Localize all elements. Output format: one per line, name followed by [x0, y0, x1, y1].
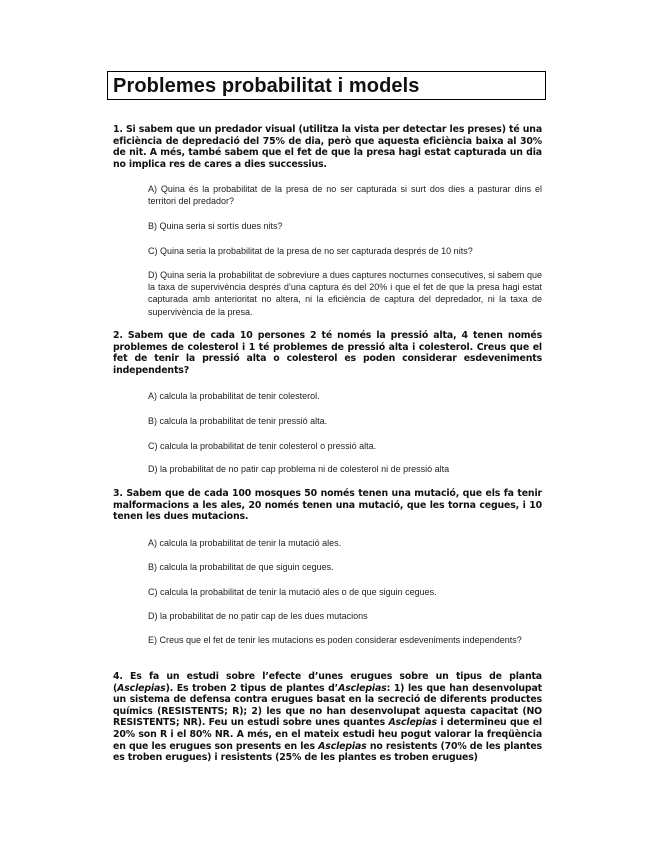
- question-2-text: 2. Sabem que de cada 10 persones 2 té només la pressió alta, 4 tenen només problemes de colesterol i 1 té problemes de pressió alta i colesterol. Creus que el fet de tenir la pressió alta o colesterol es poden considerar esdeveniments independents?: [113, 330, 542, 376]
- species-name: Asclepias: [388, 717, 437, 729]
- species-name: Asclepias: [318, 740, 367, 752]
- question-4-text-part: i determineu que el 20% son R i el 80% NR. A més, en el mateix estudi heu pogut valorar la freqüència en que les erugues son presents en les: [113, 717, 542, 752]
- question-1-option-b: B) Quina seria si sortís dues nits?: [148, 221, 283, 231]
- question-1-option-d: D) Quina seria la probabilitat de sobreviure a dues captures nocturnes consecutives, si sabem que la taxa de supervivència després d’una captura és del 20% i que el fet de que la presa hagi estat capturada amb anterioritat no altera, ni la eficiència de captura del depredador, ni la taxa de supervivència de la presa.: [148, 270, 542, 317]
- question-3-option-a: A) calcula la probabilitat de tenir la mutació ales.: [148, 538, 342, 548]
- question-4-text-part: 4. Es fa un estudi sobre l’efecte d’unes erugues sobre un tipus de planta (: [113, 671, 542, 694]
- question-3-option-e: E) Creus que el fet de tenir les mutacions es poden considerar esdeveniments independents?: [148, 635, 522, 645]
- question-3-text: 3. Sabem que de cada 100 mosques 50 només tenen una mutació, que els fa tenir malformacions a les ales, 20 només tenen una mutació, que les torna cegues, i 10 tenen les dues mutacions.: [113, 488, 542, 523]
- question-3-option-d: D) la probabilitat de no patir cap de les dues mutacions: [148, 611, 368, 621]
- question-4-text-part: ). Es troben 2 tipus de plantes d’: [165, 682, 339, 694]
- question-2-option-b: B) calcula la probabilitat de tenir pressió alta.: [148, 416, 328, 426]
- species-name: Asclepias: [338, 682, 387, 694]
- question-2-option-a: A) calcula la probabilitat de tenir colesterol.: [148, 391, 320, 401]
- question-3-option-b: B) calcula la probabilitat de que siguin cegues.: [148, 562, 334, 572]
- species-name: Asclepias: [117, 682, 166, 694]
- question-1-text: 1. Si sabem que un predador visual (utilitza la vista per detectar les preses) té una eficiència de depredació del 75% de dia, però que aquesta eficiència baixa al 30% de nit. A més, també sabem que el fet de que la presa hagi estat capturada un dia no implica res de cares a dies successius.: [113, 124, 542, 170]
- page-title: Problemes probabilitat i models: [107, 71, 546, 100]
- question-2-option-c: C) calcula la probabilitat de tenir colesterol o pressió alta.: [148, 441, 377, 451]
- question-2-option-d: D) la probabilitat de no patir cap problema ni de colesterol ni de pressió alta: [148, 464, 450, 474]
- question-4-text: [113, 671, 542, 764]
- question-1-option-c: C) Quina seria la probabilitat de la presa de no ser capturada després de 10 nits?: [148, 246, 473, 256]
- question-4-text-part: : 1) les que han desenvolupat un sistema de defensa contra erugues basat en la secreció de diferents productes químics (RESISTENTS; R); 2) les que no han desenvolupat aquesta capacitat (NO RESISTENTS; NR). Feu un estudi sobre unes quantes: [113, 682, 542, 729]
- question-3-option-c: C) calcula la probabilitat de tenir la mutació ales o de que siguin cegues.: [148, 587, 437, 597]
- question-4-text-part: no resistents (70% de les plantes es troben erugues) i resistents (25% de les plantes es troben erugues): [113, 740, 542, 764]
- question-1-option-a: A) Quina és la probabilitat de la presa de no ser capturada si surt dos dies a pasturar dins el territori del predador?: [148, 184, 542, 207]
